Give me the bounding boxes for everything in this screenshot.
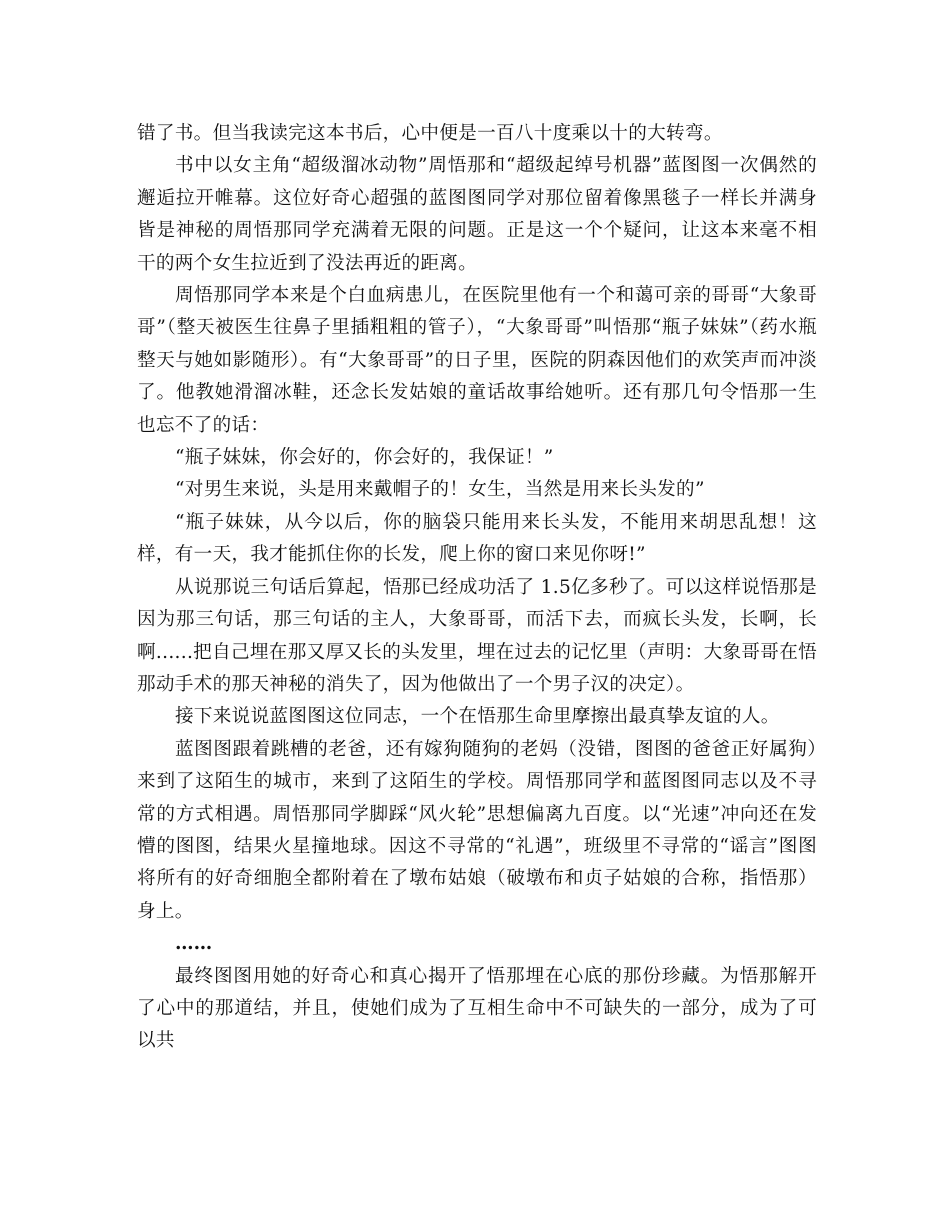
paragraph-4: 从说那说三句话后算起，悟那已经成功活了 1.5亿多秒了。可以这样说悟那是因为那三句话，那三句话的主人，大象哥哥，而活下去，而疯长头发，长啊，长啊......把自己埋在那又厚又长的头发里，埋在过去的记忆里（声明：大象哥哥在悟那动手术的那天神秘的消失了，因为他做出了一个男子汉的决定）。 [137,576,817,695]
ellipsis-separator: …… [175,933,213,955]
paragraph-6: 蓝图图跟着跳槽的老爸，还有嫁狗随狗的老妈（没错，图图的爸爸正好属狗）来到了这陌生的城市，来到了这陌生的学校。周悟那同学和蓝图图同志以及不寻常的方式相遇。周悟那同学脚踩“风火轮”思想偏离九百度。以“光速”冲向还在发懵的图图，结果火星撞地球。因这不寻常的“礼遇”，班级里不寻常的“谣言”图图将所有的好奇细胞全都附着在了墩布姑娘（破墩布和贞子姑娘的合称，指悟那）身上。 [137,738,817,922]
paragraph-3: 周悟那同学本来是个白血病患儿，在医院里他有一个和蔼可亲的哥哥“大象哥哥”（整天被医生往鼻子里插粗粗的管子），“大象哥哥”叫悟那“瓶子妹妹”（药水瓶整天与她如影随形）。有“大象哥哥”的日子里，医院的阴森因他们的欢笑声而冲淡了。他教她滑溜冰鞋，还念长发姑娘的童话故事给她听。还有那几句令悟那一生也忘不了的话： [137,285,817,436]
quote-1: “瓶子妹妹，你会好的，你会好的，我保证！” [175,447,554,469]
paragraph-1: 错了书。但当我读完这本书后，心中便是一百八十度乘以十的大转弯。 [137,123,723,144]
paragraph-5: 接下来说说蓝图图这位同志，一个在悟那生命里摩擦出最真挚友谊的人。 [175,706,780,728]
document-page [137,118,817,1058]
quote-3: “瓶子妹妹，从今以后，你的脑袋只能用来长头发，不能用来胡思乱想！这样，有一天，我才能抓住你的长发，爬上你的窗口来见你呀!” [137,511,817,566]
quote-2: “对男生来说，头是用来戴帽子的！女生，当然是用来长头发的” [175,479,705,501]
paragraph-2: 书中以女主角“超级溜冰动物”周悟那和“超级起绰号机器”蓝图图一次偶然的邂逅拉开帷幕。这位好奇心超强的蓝图图同学对那位留着像黑毯子一样长并满身皆是神秘的周悟那同学充满着无限的问题。正是这一个个疑问，让这本来毫不相干的两个女生拉近到了没法再近的距离。 [137,155,817,274]
paragraph-7: 最终图图用她的好奇心和真心揭开了悟那埋在心底的那份珍藏。为悟那解开了心中的那道结，并且，使她们成为了互相生命中不可缺失的一部分，成为了可以共 [137,965,817,1052]
